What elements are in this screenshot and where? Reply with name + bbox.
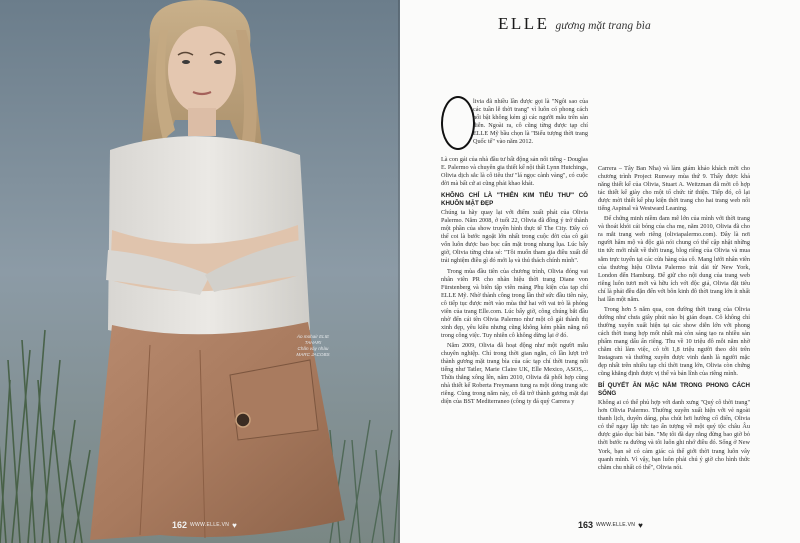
body-paragraph: Carrera – Tây Ban Nha) và làm giám khảo khách mời cho chương trình Project Runway mùa thứ 9. Thấy được khả năng thiết kế của Olivia, Stuart A. Weitzman đã mời cô hợp tác thiết kế giày cho một tổ chức từ thiện. Tiếp đó, cô lại được mời thiết kế phụ kiện thời trang cho hai trang web nổi tiếng Aspinal và Westward Leaning. [598, 165, 750, 213]
section-title: gương mặt trang bìa [555, 20, 651, 32]
body-paragraph: Chúng ta hãy quay lại với điểm xuất phát của Olivia Palermo. Năm 2008, ở tuổi 22, Olivia đã đồng ý trở thành một phần của show truyền hình thực tế The City. Đây có thể coi là bước ngoặt lớn nhất trong cuộc đời của cô gái vốn luôn được bao bọc cẩn mặt trong nhung lụa. Lúc bấy giờ, Olivia từng chia sẻ: "Tôi muốn tham gia điều xuất để trải nghiệm điều gì đó mới lạ và thú thách chính mình". [441, 209, 588, 265]
body-paragraph: Không ai có thể phủ hợp với danh xưng "Quý cô thời trang" hơn Olivia Palermo. Thường xuyên xuất hiện với vẻ ngoài thanh lịch, duyên dáng, pha chút hơi hướng cổ điển, Olivia có thể ngay lập tức tạo ấn tượng về một quý tộc châu Âu được giáo dục bài bản. "Mẹ tôi đã dạy rằng đừng bao giờ bỏ thời bước ra đường và tôi luôn ghi nhớ điều đó. Sống ở New York, bạn sẽ có cảm giác cả thế giới thời trang luôn vây quanh mình. Vì vậy, bạn luôn phải chú ý giờ cho hình thức chăm chu nhất có thể", Olivia nói. [598, 399, 750, 471]
body-paragraph: Để chứng minh niềm đam mê lớn của mình với thời trang và thoát khỏi cái bóng của cha mẹ, năm 2010, Olivia đã cho ra mắt trang web riêng (oliviapalermo.com). Đây là nơi người hâm mộ và độc giả nói chung có thể cập nhật những tin tức mới nhất về thời trang, blog riêng của Olivia và mua sắm trực tuyến tại các cửa hàng của cô. Mang lưới nhân viên của thương hiệu Olivia Palermo trải dài từ New York, London đến Hamburg. Để giữ cho nội dung của trang web riêng luôn tươi mới và hữu ích với độc giả, Olivia đặt tiêu chí là phải đều đặn đến với bôn kinh đô thời trang lớn ít nhất hai lần một năm. [598, 215, 750, 303]
text-column-2 [598, 165, 750, 474]
body-paragraph: Trong mùa đầu tiên của chương trình, Olivia đóng vai nhân viên PR cho nhãn hiệu thời trang Diane von Fürstenberg và biên tập viên mảng Phụ kiện của tạp chí ELLE Mỹ. Nhờ thành công trong lần thử sức đầu tiên này, cô tiếp tục được mời vào mùa thứ hai với vai trò là phóng viên của trang Elle.com. Lúc bấy giờ, công chúng bắt đầu nhờ đến cái tên Olivia Palermo như một cô gái thành thị xinh đẹp, yêu kiều nhưng cũng không kém phần năng nổ trong công việc. Tuy nhiên cô không dừng lại ở đó. [441, 267, 588, 339]
caption-line: Chân váy nhàu [297, 346, 329, 351]
dropcap-o [441, 96, 475, 150]
subheading: BÍ QUYẾT ĂN MẶC NẰM TRONG PHONG CÁCH SỐNG [598, 382, 750, 398]
right-page-article [400, 0, 800, 543]
site-url: WWW.ELLE.VN [596, 522, 636, 528]
caption-line: Áo mohair ELIE [296, 334, 330, 339]
site-url: WWW.ELLE.VN [190, 522, 230, 528]
page-header [498, 14, 651, 34]
caption-line: TAHARI [304, 340, 322, 345]
page-number: 163 [578, 520, 594, 530]
page-number: 162 [172, 520, 188, 530]
intro-block [441, 98, 588, 156]
heart-icon: ♥ [232, 520, 237, 530]
left-folio [172, 520, 237, 530]
photo-credit-caption [283, 334, 343, 358]
intro-paragraph-2: Là con gái của nhà đầu tư bất động sản nổi tiếng - Douglas E. Palermo và chuyên gia thiết kế nội thất Lynn Hutchings, Olivia dịch sắc là cô tiêu thư "lá ngọc cành vàng", có cuộc đời mà bất cứ ai cũng phải khao khát. [441, 156, 588, 188]
brand-logo: ELLE [498, 14, 550, 33]
subheading: KHÔNG CHỈ LÀ "THIÊN KIM TIỂU THƯ" CÓ KHUÔN MẶT ĐẸP [441, 192, 588, 208]
body-paragraph: Trong hơn 5 năm qua, con đường thời trang của Olivia dường như chưa giây phút nào bị gián đoạn. Cô không chỉ thường xuyên xuất hiện tại các show diễn lớn với phong cách thời trang hợp mốt nhất mà còn sáng tạo ra nhiều sản phẩm mang dấu ấn riêng. Thu về 10 triệu đô mỗi năm nhờ chăm chỉ làm việc, có tới 1,8 triệu người theo dõi trên Instagram và thường xuyên được vinh danh là người mặc đẹp nhất trên nhiều tạp chí thời trang lớn, Olivia còn chứng cũng khẳng định được vị thế và bản lĩnh của riêng mình. [598, 305, 750, 378]
heart-icon: ♥ [638, 520, 643, 530]
caption-line: MARC JACOBS [296, 352, 330, 357]
intro-paragraph: livia đã nhiều lần được gọi là "Ngôi sao của các tuần lễ thời trang" vì luôn có phong cách nổi bật không kém gì các người mẫu trên sàn diễn. Ngoài ra, cô cũng từng được tạp chí ELLE Mỹ bầu chọn là "Biểu tượng thời trang Quốc tế" vào năm 2012. [473, 98, 588, 146]
text-column-1 [441, 98, 588, 408]
right-folio [578, 520, 643, 530]
body-paragraph: Năm 2009, Olivia đã hoạt động như một người mẫu chuyên nghiệp. Chỉ trong thời gian ngắn, cô lần lượt trở thành gương mặt trang bìa của các tạp chí thời trang nổi tiếng như Tatler, Marie Claire UK, Elle Mexico, ASOS,... Thừa thắng xông lên, năm 2010, Olivia đã phối hợp cùng nhà thiết kế Roberta Freymann tung ra một dòng trang sức riêng. Cùng trong năm này, cô đã trở thành gương mặt đại diện của BST Mediterraneo (công ty đá quý Carrera y [441, 341, 588, 406]
